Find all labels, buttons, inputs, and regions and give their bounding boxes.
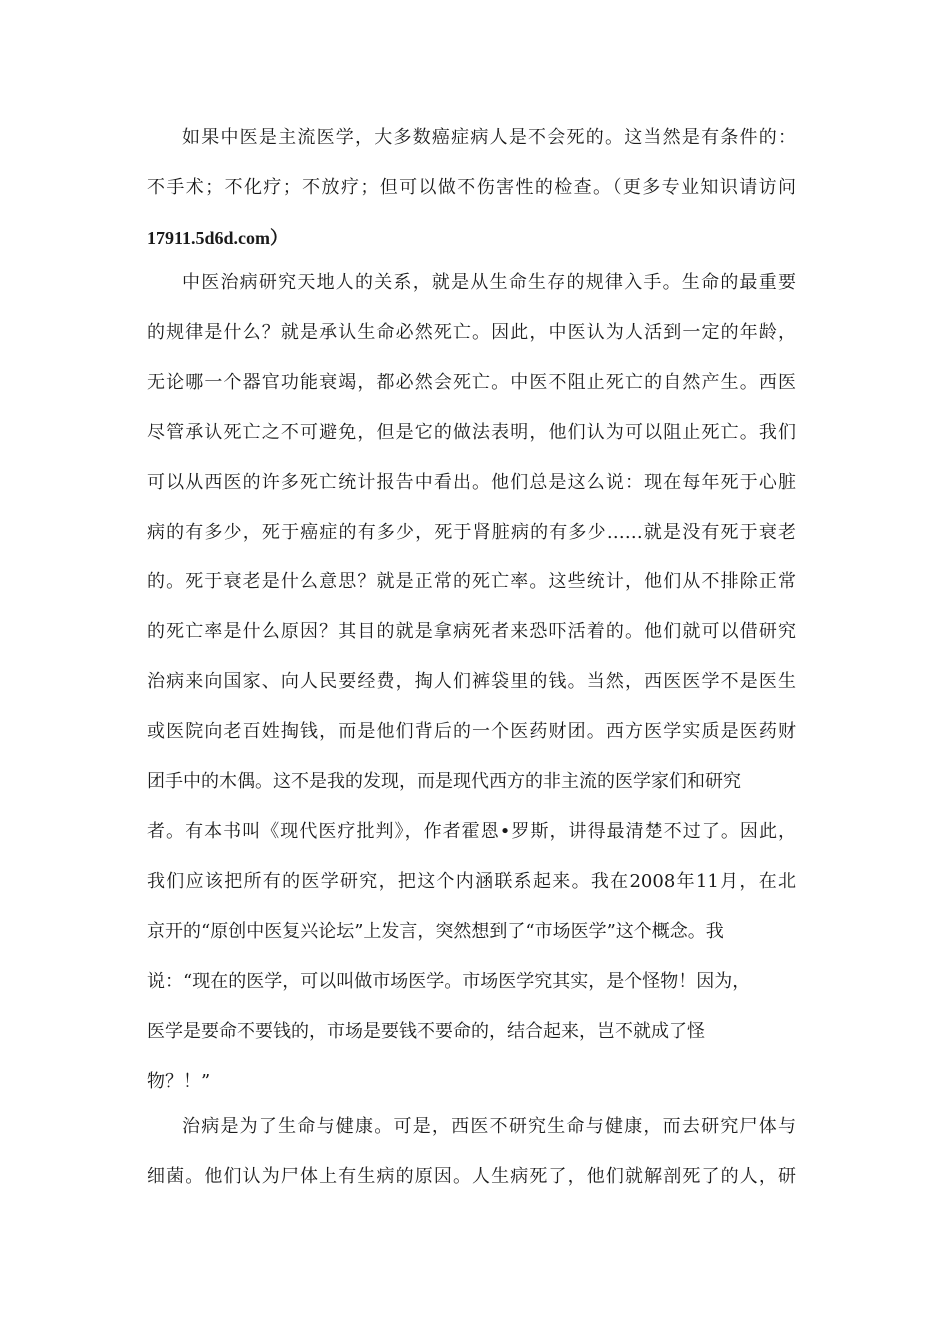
paragraph-2-line-10: 或医院向老百姓掏钱，而是他们背后的一个医药财团。西方医学实质是医药财	[147, 721, 796, 742]
paragraph-2-line-15: 说：“现在的医学，可以叫做市场医学。市场医学究其实，是个怪物！因为，	[147, 971, 751, 992]
paragraph-2-line-17: 物？！”	[147, 1071, 211, 1092]
paragraph-1-line-1: 如果中医是主流医学，大多数癌症病人是不会死的。这当然是有条件的：	[182, 127, 796, 148]
paragraph-3-line-2: 细菌。他们认为尸体上有生病的原因。人生病死了，他们就解剖死了的人，研	[147, 1166, 796, 1187]
paragraph-2-line-8: 的死亡率是什么原因？其目的就是拿病死者来恐吓活着的。他们就可以借研究	[147, 621, 796, 642]
paragraph-1-line-2: 不手术；不化疗；不放疗；但可以做不伤害性的检查。（更多专业知识请访问	[147, 177, 796, 198]
paragraph-1-line-3-website: 17911.5d6d.com）	[147, 228, 289, 248]
paragraph-2-line-14: 京开的“原创中医复兴论坛”上发言，突然想到了“市场医学”这个概念。我	[147, 921, 724, 942]
paragraph-2-line-6: 病的有多少，死于癌症的有多少，死于肾脏病的有多少……就是没有死于衰老	[147, 522, 796, 543]
paragraph-2-line-1: 中医治病研究天地人的关系，就是从生命生存的规律入手。生命的最重要	[182, 272, 796, 293]
paragraph-3-line-1: 治病是为了生命与健康。可是，西医不研究生命与健康，而去研究尸体与	[182, 1116, 796, 1137]
paragraph-2-line-9: 治病来向国家、向人民要经费，掏人们裤袋里的钱。当然，西医医学不是医生	[147, 671, 796, 692]
paragraph-2-line-16: 医学是要命不要钱的，市场是要钱不要命的，结合起来，岂不就成了怪	[147, 1021, 705, 1042]
paragraph-2-line-2: 的规律是什么？就是承认生命必然死亡。因此，中医认为人活到一定的年龄，	[147, 322, 796, 343]
paragraph-2-line-5: 可以从西医的许多死亡统计报告中看出。他们总是这么说：现在每年死于心脏	[147, 472, 796, 493]
paragraph-2-line-7: 的。死于衰老是什么意思？就是正常的死亡率。这些统计，他们从不排除正常	[147, 571, 796, 592]
paragraph-2-line-13: 我们应该把所有的医学研究，把这个内涵联系起来。我在2008年11月，在北	[147, 871, 796, 892]
paragraph-2-line-12: 者。有本书叫《现代医疗批判》，作者霍恩•罗斯，讲得最清楚不过了。因此，	[147, 821, 796, 842]
paragraph-2-line-11: 团手中的木偶。这不是我的发现，而是现代西方的非主流的医学家们和研究	[147, 771, 741, 792]
paragraph-2-line-3: 无论哪一个器官功能衰竭，都必然会死亡。中医不阻止死亡的自然产生。西医	[147, 372, 796, 393]
paragraph-2-line-4: 尽管承认死亡之不可避免，但是它的做法表明，他们认为可以阻止死亡。我们	[147, 422, 796, 443]
